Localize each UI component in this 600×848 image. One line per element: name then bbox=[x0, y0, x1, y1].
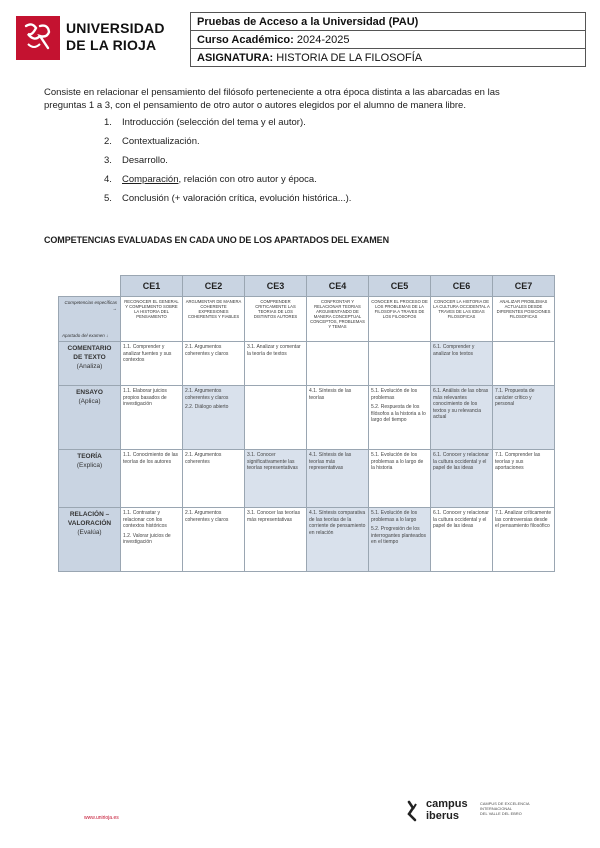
row-header-verb: (Analiza) bbox=[76, 363, 103, 370]
university-name-line-2: DE LA RIOJA bbox=[66, 37, 157, 53]
table-cell bbox=[369, 508, 431, 572]
cell-text: 3.1. Conocer significativamente las teorías representativas bbox=[247, 452, 298, 471]
table-cell bbox=[121, 508, 183, 572]
step-text: Contextualización. bbox=[122, 136, 200, 147]
ce-header-6: CE6 bbox=[431, 276, 493, 297]
cell-text: 5.2. Progresión de los interrogantes planteados en el tiempo bbox=[371, 526, 427, 545]
step-text: , relación con otro autor y época. bbox=[178, 174, 317, 185]
table-cell bbox=[369, 342, 431, 386]
exam-header-table bbox=[190, 12, 586, 67]
ce-header-5: CE5 bbox=[369, 276, 431, 297]
cell-text: 7.1. Analizar críticamente las controversias desde el pensamiento filosófico bbox=[495, 510, 552, 529]
cell-text: 6.1. Conocer y relacionar la cultura occidental y el papel de las ideas bbox=[433, 510, 489, 529]
document-header bbox=[14, 12, 586, 64]
cell-text: 5.2. Respuesta de los filósofos a la historia a lo largo del tiempo bbox=[371, 404, 426, 423]
cell-text: 1.1. Conocimiento de las teorías de los autores bbox=[123, 452, 179, 465]
cell-text: 7.1. Propuesta de carácter crítico y personal bbox=[495, 388, 535, 407]
ce-header-3: CE3 bbox=[245, 276, 307, 297]
description-row bbox=[59, 297, 555, 342]
cell-text: 2.1. Argumentos coherentes y claros bbox=[185, 510, 229, 523]
table-cell bbox=[493, 386, 555, 450]
row-header bbox=[59, 508, 121, 572]
table-cell bbox=[369, 386, 431, 450]
cell-text: 3.1. Conocer las teorías más representativas bbox=[247, 510, 301, 523]
ce-description-1: RECONOCER EL GENERAL Y COMPLEMENTO SOBRE LA HISTORIA DEL PENSAMIENTO bbox=[121, 297, 183, 342]
ce-header-2: CE2 bbox=[183, 276, 245, 297]
exam-title: Pruebas de Acceso a la Universidad (PAU) bbox=[191, 13, 586, 31]
ce-description-3: COMPRENDER CRITICAMENTE LAS TEORIAS DE LOS DISTINTOS AUTORES bbox=[245, 297, 307, 342]
step-underlined: Comparación bbox=[122, 174, 179, 185]
ce-header-7: CE7 bbox=[493, 276, 555, 297]
course-year: Curso Académico: 2024-2025 bbox=[191, 31, 586, 49]
ce-header-1: CE1 bbox=[121, 276, 183, 297]
table-cell bbox=[307, 450, 369, 508]
competencias-body bbox=[59, 342, 555, 572]
step-number: 2. bbox=[104, 136, 112, 147]
cell-text: 5.1. Evolución de los problemas bbox=[371, 388, 418, 401]
cell-text: 4.1. Síntesis de las teorías más representativas bbox=[309, 452, 352, 471]
table-cell bbox=[183, 450, 245, 508]
competencias-title: COMPETENCIAS EVALUADAS EN CADA UNO DE LOS APARTADOS DEL EXAMEN bbox=[44, 235, 389, 245]
table-cell bbox=[493, 342, 555, 386]
university-logo bbox=[16, 16, 60, 60]
competencias-table bbox=[58, 275, 555, 572]
table-cell bbox=[431, 386, 493, 450]
table-cell bbox=[245, 450, 307, 508]
diagonal-header bbox=[59, 297, 121, 342]
step-item bbox=[104, 116, 351, 135]
cell-text: 1.1. Comprender y analizar fuentes y sus contextos bbox=[123, 344, 172, 363]
row-header-label: VALORACIÓN bbox=[67, 520, 112, 527]
ce-description-2: ARGUMENTAR DE MANERA COHERENTE EXPRESIONES COHERENTES Y FIABLES bbox=[183, 297, 245, 342]
row-header-verb: (Explica) bbox=[76, 462, 103, 469]
table-row bbox=[59, 508, 555, 572]
campus-iberus-logo bbox=[404, 798, 554, 830]
step-item bbox=[104, 154, 351, 173]
cell-text: 1.2. Valorar juicios de investigación bbox=[123, 532, 171, 545]
row-header-label: COMENTARIO bbox=[67, 345, 112, 352]
row-header-label: RELACIÓN – bbox=[69, 511, 110, 518]
table-cell bbox=[121, 342, 183, 386]
table-cell bbox=[245, 342, 307, 386]
step-item bbox=[104, 192, 351, 211]
steps-list bbox=[104, 116, 351, 211]
ce-header-row bbox=[59, 276, 555, 297]
row-header bbox=[59, 386, 121, 450]
table-corner bbox=[59, 276, 121, 297]
table-cell bbox=[493, 450, 555, 508]
university-name bbox=[66, 20, 165, 54]
cell-text: 4.1. Síntesis de las teorías bbox=[309, 388, 352, 401]
ce-description-4: CONFRONTAR Y RELACIONAR TEORIAS ARGUMENTANDO DE MANERA CONCEPTUAL CONCEPTOS, PROBLEMAS Y TEMAS bbox=[307, 297, 369, 342]
table-cell bbox=[183, 508, 245, 572]
campus-iberus-icon bbox=[404, 800, 422, 826]
table-cell bbox=[121, 450, 183, 508]
cell-text: 1.1. Contrastar y relacionar con los contextos históricos bbox=[123, 510, 167, 529]
campus-iberus-name: campus iberus bbox=[426, 798, 468, 822]
ce-description-5: CONOCER EL PROCESO DE LOS PROBLEMAS DE LA FILOSOFIA A TRAVES DE LOS FILOSOFOS bbox=[369, 297, 431, 342]
row-header-verb: (Evalúa) bbox=[77, 529, 102, 536]
cell-text: 6.1. Comprender y analizar los textos bbox=[433, 344, 475, 357]
step-number: 5. bbox=[104, 193, 112, 204]
campus-iberus-tagline: CAMPUS DE EXCELENCIA INTERNACIONAL DEL VALLE DEL EBRO bbox=[480, 802, 530, 816]
table-cell bbox=[307, 508, 369, 572]
table-row bbox=[59, 386, 555, 450]
intro-paragraph: Consiste en relacionar el pensamiento del filósofo perteneciente a otra época distinta a las abarcadas en las preguntas 1 a 3, con el pensamiento de otro autor o autores elegidos por el alumno de manera libre. bbox=[44, 87, 500, 111]
row-header-verb: (Aplica) bbox=[78, 398, 101, 405]
cell-text: 6.1. Análisis de las obras más relevantes conocimiento de los textos y su relevancia actual bbox=[433, 388, 489, 420]
cell-text: 2.1. Argumentos coherentes y claros bbox=[185, 344, 229, 357]
table-cell bbox=[121, 386, 183, 450]
row-header bbox=[59, 450, 121, 508]
table-cell bbox=[493, 508, 555, 572]
table-cell bbox=[431, 450, 493, 508]
cell-text: 3.1. Analizar y comentar la teoría de textos bbox=[247, 344, 301, 357]
table-cell bbox=[431, 508, 493, 572]
step-number: 3. bbox=[104, 155, 112, 166]
step-text: Conclusión (+ valoración crítica, evolución histórica...). bbox=[122, 193, 352, 204]
table-cell bbox=[431, 342, 493, 386]
ce-header-4: CE4 bbox=[307, 276, 369, 297]
table-cell bbox=[307, 386, 369, 450]
row-header-label: TEORÍA bbox=[77, 453, 102, 460]
step-text: Desarrollo. bbox=[122, 155, 168, 166]
table-cell bbox=[245, 508, 307, 572]
step-item bbox=[104, 135, 351, 154]
diag-top-label: Competencias específicas → bbox=[64, 300, 117, 311]
ce-description-6: CONOCER LA HISTORIA DE LA CULTURA OCCIDENTAL A TRAVES DE LAS IDEAS FILOSOFICAS bbox=[431, 297, 493, 342]
step-number: 4. bbox=[104, 174, 112, 185]
table-cell bbox=[307, 342, 369, 386]
cell-text: 2.2. Diálogo abierto bbox=[185, 404, 229, 410]
subject: ASIGNATURA: HISTORIA DE LA FILOSOFÍA bbox=[191, 49, 586, 67]
step-number: 1. bbox=[104, 117, 112, 128]
table-row bbox=[59, 450, 555, 508]
cell-text: 5.1. Evolución de los problemas a lo largo de la historia bbox=[371, 452, 424, 471]
footer-url: www.unirioja.es bbox=[84, 815, 119, 821]
table-cell bbox=[183, 342, 245, 386]
table-row bbox=[59, 342, 555, 386]
table-cell bbox=[245, 386, 307, 450]
cell-text: 4.1. Síntesis comparativa de las teorías de la corriente de pensamiento en relación bbox=[309, 510, 366, 536]
cell-text: 6.1. Conocer y relacionar la cultura occidental y el papel de las ideas bbox=[433, 452, 489, 471]
cell-text: 5.1. Evolución de los problemas a lo largo bbox=[371, 510, 418, 523]
row-header-label: ENSAYO bbox=[76, 389, 103, 396]
step-item bbox=[104, 173, 351, 192]
row-header bbox=[59, 342, 121, 386]
university-logo-mark bbox=[16, 16, 60, 60]
cell-text: 2.1. Argumentos coherentes y claros bbox=[185, 388, 229, 401]
table-cell bbox=[369, 450, 431, 508]
row-header-label: DE TEXTO bbox=[73, 354, 106, 361]
step-text: Introducción (selección del tema y el autor). bbox=[122, 117, 306, 128]
cell-text: 7.1. Comprender las teorías y sus aportaciones bbox=[495, 452, 541, 471]
cell-text: 2.1. Argumentos coherentes bbox=[185, 452, 222, 465]
university-name-line-1: UNIVERSIDAD bbox=[66, 20, 165, 36]
diag-bottom-label: Apartado del examen ↓ bbox=[62, 332, 109, 338]
cell-text: 1.1. Elaborar juicios propios basados de investigación bbox=[123, 388, 167, 407]
table-cell bbox=[183, 386, 245, 450]
ce-description-7: ANALIZAR PROBLEMAS ACTUALES DESDE DIFERENTES POSICIONES FILOSOFICAS bbox=[493, 297, 555, 342]
